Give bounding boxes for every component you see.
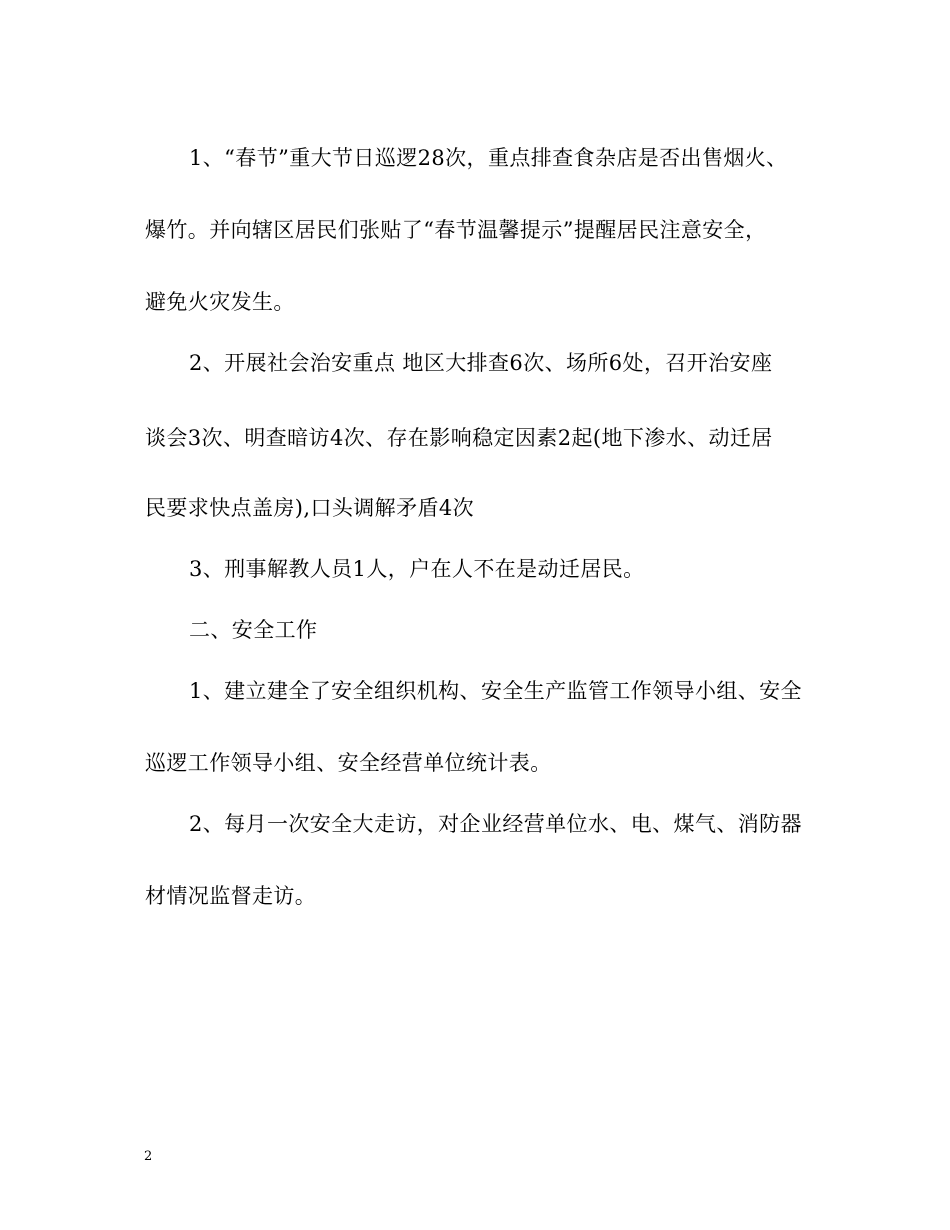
paragraph-line: 巡逻工作领导小组、安全经营单位统计表。 [145,751,552,775]
paragraph-line: 3、刑事解教人员1人，户在人不在是动迁居民。 [189,557,645,581]
paragraph-line: 民要求快点盖房),口头调解矛盾4次 [145,496,475,520]
section-heading: 二、安全工作 [189,618,318,642]
paragraph-line: 1、建立建全了安全组织机构、安全生产监管工作领导小组、安全 [189,679,802,703]
paragraph-line: 1、“春节”重大节日巡逻28次，重点排查食杂店是否出售烟火、 [189,146,788,170]
page-number: 2 [144,1149,153,1164]
paragraph-line: 爆竹。并向辖区居民们张贴了“春节温馨提示”提醒居民注意安全， [145,218,767,242]
paragraph-line: 避免火灾发生。 [145,290,295,314]
paragraph-line: 2、开展社会治安重点 地区大排查6次、场所6处，召开治安座 [189,351,773,375]
paragraph-line: 2、每月一次安全大走访，对企业经营单位水、电、煤气、消防器 [189,812,802,836]
paragraph-line: 材情况监督走访。 [145,884,317,908]
paragraph-line: 谈会3次、明查暗访4次、存在影响稳定因素2起(地下渗水、动迁居 [145,426,773,450]
